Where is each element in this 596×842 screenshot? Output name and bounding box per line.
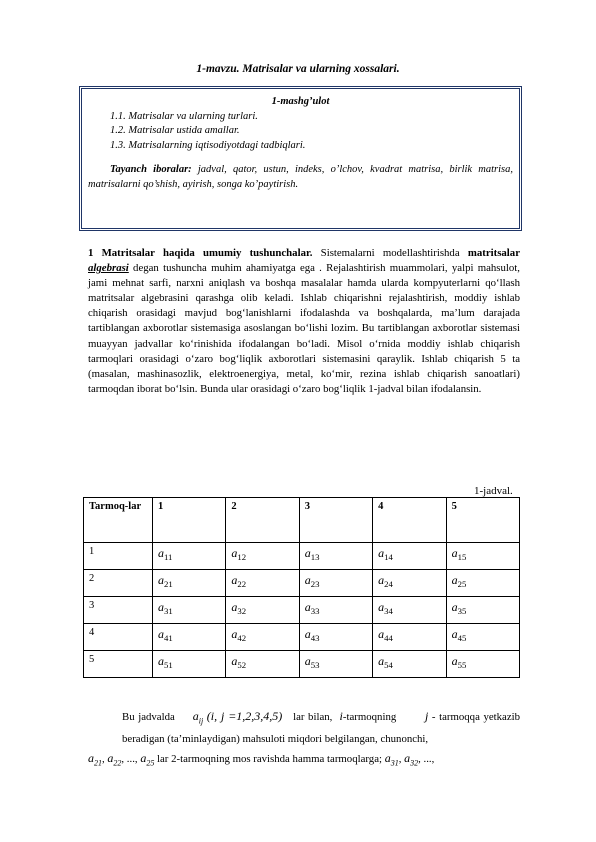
cell-symbol: a	[158, 627, 164, 641]
cell-symbol: a	[451, 546, 458, 560]
cell-symbol: a	[231, 627, 238, 641]
row-label: 5	[84, 651, 153, 678]
cell-symbol: a	[378, 546, 385, 560]
header-cell: 4	[373, 498, 446, 543]
table-cell	[373, 651, 446, 678]
cell-symbol: a	[451, 573, 458, 587]
table-cell	[446, 624, 519, 651]
cell-symbol: a	[231, 600, 238, 614]
table-cell	[373, 624, 446, 651]
body-text: lar bilan,	[293, 711, 333, 723]
body-text: - tarmoqqa yetkazib beradigan (ta’minlaydigan) mahsuloti miqdori belgilangan, chunonchi,	[122, 711, 521, 746]
cell-index: 34	[384, 606, 393, 617]
cell-index: 15	[457, 552, 467, 563]
cell-symbol: a	[378, 573, 385, 587]
table-cell	[153, 624, 226, 651]
table-cell	[226, 624, 299, 651]
table-cell	[446, 597, 519, 624]
math-a22: $a_{22}$	[107, 751, 122, 768]
table-cell	[153, 597, 226, 624]
cell-symbol: a	[231, 654, 238, 668]
key-terms	[88, 163, 513, 192]
body-text: -tarmoqning	[342, 711, 397, 723]
cell-index: 45	[457, 633, 467, 644]
cell-index: 55	[457, 660, 467, 671]
cell-symbol: a	[231, 573, 238, 587]
body-text: lar 2-tarmoqning mos ravishda hamma tarmoqlarga;	[157, 753, 382, 766]
table-cell	[299, 597, 372, 624]
math-a21: $a_{21}$	[88, 751, 102, 768]
cell-index: 31	[164, 606, 173, 617]
cell-index: 54	[384, 660, 393, 671]
table-cell	[299, 651, 372, 678]
cell-index: 44	[384, 633, 393, 644]
cell-symbol: a	[158, 573, 164, 587]
cell-index: 53	[310, 660, 320, 671]
table-cell	[226, 570, 299, 597]
body-text: Sistemalarni modellashtirishda	[312, 247, 468, 259]
algebra-link[interactable]: algebrasi	[88, 262, 129, 275]
plan-item: 1.1. Matrisalar va ularning turlari.	[110, 110, 258, 122]
math-a32: $a_{32}$	[404, 751, 419, 768]
table-cell	[153, 543, 226, 570]
cell-symbol: a	[158, 654, 164, 668]
plan-item: 1.2. Matrisalar ustida amallar.	[110, 125, 240, 136]
table-caption: 1-jadval.	[474, 485, 513, 497]
table-row	[84, 624, 520, 651]
row-label: 3	[84, 597, 153, 624]
cell-index: 25	[457, 579, 467, 590]
section-heading: 1 Matritsalar haqida umumiy tushunchalar.	[88, 247, 313, 259]
cell-index: 23	[310, 579, 320, 590]
row-label: 1	[84, 543, 153, 570]
plan-item: 1.3. Matrisalarning iqtisodiyotdagi tadbiqlari.	[110, 139, 306, 151]
cell-index: 32	[237, 606, 247, 617]
cell-index: 41	[164, 633, 173, 644]
header-cell: 5	[446, 498, 519, 543]
cell-symbol: a	[378, 600, 385, 614]
table-cell	[226, 543, 299, 570]
header-cell: Tarmoq-lar	[84, 498, 153, 543]
cell-index: 22	[237, 579, 247, 590]
cell-index: 52	[237, 660, 247, 671]
cell-index: 11	[164, 552, 173, 563]
math-i: i	[339, 709, 343, 723]
page-title: 1-mavzu. Matrisalar va ularning xossalari.	[196, 63, 400, 75]
table-cell	[446, 651, 519, 678]
table-cell	[299, 543, 372, 570]
cell-index: 42	[237, 633, 247, 644]
body-text: Bu jadvalda	[122, 711, 175, 723]
table-cell	[446, 570, 519, 597]
cell-index: 12	[237, 552, 247, 563]
table-cell	[446, 543, 519, 570]
cell-symbol: a	[158, 546, 164, 560]
section-body	[88, 246, 520, 397]
table-cell	[153, 570, 226, 597]
lesson-plan-box	[79, 86, 522, 231]
math-a25: $a_{25}$	[140, 751, 155, 768]
plan-heading: 1-mashg’ulot	[271, 96, 330, 107]
key-terms-text: jadval, qator, ustun, indeks, o’lchov, kvadrat matrisa, birlik matrisa, matrisalarni qo’shish, ayirish, songa ko’paytirish.	[88, 164, 513, 190]
header-cell: 2	[226, 498, 299, 543]
cell-symbol: a	[158, 600, 164, 614]
table-cell	[373, 597, 446, 624]
table-cell	[299, 624, 372, 651]
cell-symbol: a	[451, 600, 458, 614]
bold-term-matritsalar: matritsalar	[467, 247, 520, 259]
cell-index: 35	[457, 606, 467, 617]
header-cell: 1	[153, 498, 226, 543]
table-cell	[373, 543, 446, 570]
cell-index: 13	[310, 552, 320, 563]
sector-table	[83, 497, 520, 678]
cell-symbol: a	[451, 627, 458, 641]
bottom-text: Bu jadvalda $a_{ij}$ (i, j =1,2,3,4,5) lar bilan, i-tarmoqning j - tarmoqqa yetkazib beradigan (ta’minlaydigan) mahsuloti miqdori belgilangan, chunonchi, $a_{21}$, $a_{22}$, ..., $a_{25}$ lar 2-tarmoqning mos ravishda hamma tarmoqlarga; $a_{31}$, $a_{32}$, ...,	[88, 709, 521, 768]
table-row	[84, 597, 520, 624]
cell-symbol: a	[304, 546, 311, 560]
math-j: j	[424, 709, 429, 723]
math-a31: $a_{31}$	[384, 751, 399, 768]
table-header-row	[84, 498, 520, 543]
cell-symbol: a	[378, 654, 385, 668]
cell-index: 24	[384, 579, 393, 590]
cell-index: 21	[164, 579, 173, 590]
cell-symbol: a	[378, 627, 385, 641]
table-cell	[226, 651, 299, 678]
cell-symbol: a	[304, 627, 311, 641]
cell-symbol: a	[451, 654, 458, 668]
cell-index: 33	[310, 606, 320, 617]
cell-symbol: a	[304, 573, 311, 587]
row-label: 4	[84, 624, 153, 651]
math-aij: $a_{ij}$	[192, 709, 204, 726]
cell-symbol: a	[304, 654, 311, 668]
table-cell	[153, 651, 226, 678]
cell-index: 14	[384, 552, 393, 563]
cell-index: 43	[310, 633, 320, 644]
math-range: (i, j =1,2,3,4,5)	[206, 709, 283, 723]
table-row	[84, 570, 520, 597]
cell-symbol: a	[304, 600, 311, 614]
table-cell	[226, 597, 299, 624]
header-cell: 3	[299, 498, 372, 543]
table-cell	[299, 570, 372, 597]
key-terms-label: Tayanch iboralar:	[110, 164, 192, 175]
body-text: degan tushuncha muhim ahamiyatga ega . Rejalashtirish muammolari, yalpi mahsulot, jami mehnat sarfi, narxni aniqlash va boshqa masalalar hamda ularda kompyuterlarni qo‘llash matritsalar algebrasini qarashga olib keladi. Ishlab chiqarishni rejalashtirish, moddiy ishlab chiqarish orasidagi mavjud bog‘lanishlarni ifodalashda va boshqalarda, ma’lum darajada tartiblangan axborotlar sistemasiga asoslangan bo‘lishi lozim. Bu tartiblangan axborotlar sistemasi muayyan jadvallar ko‘rinishida ifodalangan bo‘ladi. Misol o‘rnida moddiy ishlab chiqarish tarmoqlari orasidagi o‘zaro bog‘liqlik axborotlari sistemasini qaraylik. Ishlab chiqarish 5 ta (masalan, mashinasozlik, elektroenergiya, metal, ko‘mir, rezina ishlab chiqarish sanoatlari) tarmoqdan iborat bo‘lsin. Bunda ular orasidagi o‘zaro bog‘liqlik 1-jadval bilan ifodalansin.	[88, 262, 520, 395]
table-row	[84, 651, 520, 678]
table-row	[84, 543, 520, 570]
cell-symbol: a	[231, 546, 238, 560]
cell-index: 51	[164, 660, 173, 671]
table-cell	[373, 570, 446, 597]
row-label: 2	[84, 570, 153, 597]
